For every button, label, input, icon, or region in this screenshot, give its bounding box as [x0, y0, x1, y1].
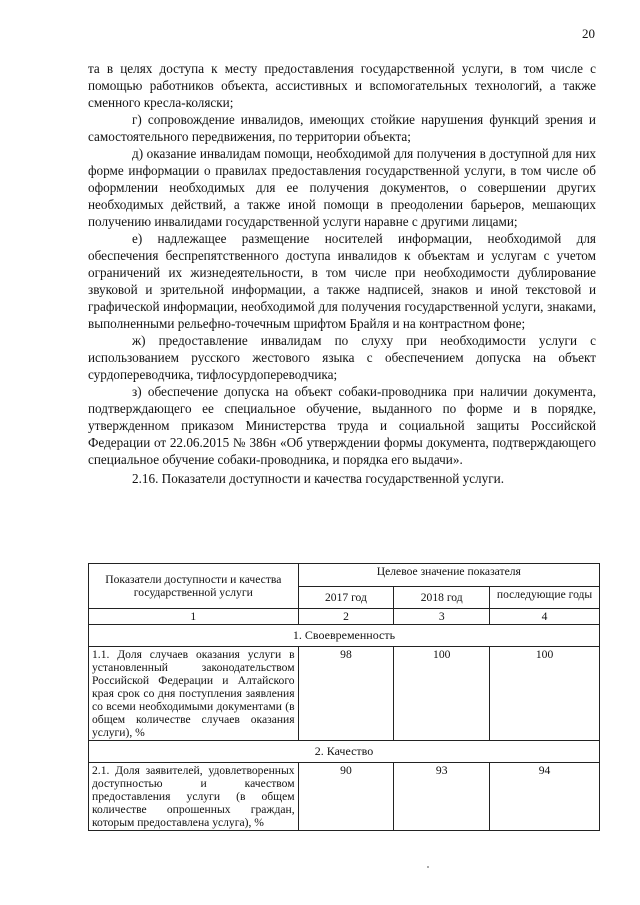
paragraph-z: з) обеспечение допуска на объект собаки-проводника при наличии документа, подтверждающего ее специальное обучение, выданного по форме и в порядке, утвержденном приказом Министерства труда и социальной защиты Российской Федерации от 22.06.2015 № 386н «Об утверждении формы документа, подтверждающего специальное обучение собаки-проводника, и порядка его выдачи».	[88, 384, 596, 467]
header-indicator: Показатели доступности и качества государственной услуги	[89, 564, 299, 609]
col-number: 2	[298, 609, 394, 625]
col-number: 4	[490, 609, 600, 625]
value-next-years: 100	[490, 647, 600, 741]
table-row	[89, 647, 600, 741]
col-number: 1	[89, 609, 299, 625]
indicator-label: 2.1. Доля заявителей, удовлетворенных доступностью и качеством предоставления услуги (в общем количестве опрошенных граждан, которым предоставлена услуга), %	[89, 763, 299, 831]
paragraph-zh: ж) предоставление инвалидам по слуху при необходимости услуги с использованием русского жестового языка с обеспечением допуска на объект сурдопереводчика, тифлосурдопереводчика;	[88, 333, 596, 382]
value-next-years: 94	[490, 763, 600, 831]
value-2017: 90	[298, 763, 394, 831]
table-numbering-row	[89, 609, 600, 625]
section-heading-2-16: 2.16. Показатели доступности и качества государственной услуги.	[132, 471, 504, 486]
indicator-label: 1.1. Доля случаев оказания услуги в установленный законодательством Российской Федерации и Алтайского края срок со дня поступления заявления со всеми необходимыми документами (в общем количестве случаев оказания услуги), %	[89, 647, 299, 741]
table-group-row	[89, 741, 600, 763]
table-row	[89, 763, 600, 831]
group-quality: 2. Качество	[89, 741, 600, 763]
scan-dot	[427, 866, 429, 868]
value-2017: 98	[298, 647, 394, 741]
col-number: 3	[394, 609, 490, 625]
indicators-table	[88, 563, 600, 831]
group-timeliness: 1. Своевременность	[89, 625, 600, 647]
value-2018: 93	[394, 763, 490, 831]
body-text	[88, 60, 596, 487]
paragraph-g: г) сопровождение инвалидов, имеющих стойкие нарушения функций зрения и самостоятельного передвижения, по территории объекта;	[88, 112, 596, 144]
table-group-row	[89, 625, 600, 647]
paragraph-e: е) надлежащее размещение носителей информации, необходимой для обеспечения беспрепятственного доступа инвалидов к объектам и услугам с учетом ограничений их жизнедеятельности, в том числе при необходимости дублирование звуковой и зрительной информации, а также надписей, знаков и иной текстовой и графической информации, необходимой для получения государственной услуги, знаками, выполненными рельефно-точечным шрифтом Брайля и на контрастном фоне;	[88, 231, 596, 331]
value-2018: 100	[394, 647, 490, 741]
page-number: 20	[582, 26, 595, 41]
paragraph-continuation: та в целях доступа к месту предоставления государственной услуги, в том числе с помощью работников объекта, ассистивных и вспомогательных технологий, а также сменного кресла-коляски;	[88, 61, 596, 110]
header-2018: 2018 год	[394, 586, 490, 609]
header-next-years: последующие годы	[490, 586, 600, 609]
table-header-row	[89, 564, 600, 587]
header-target: Целевое значение показателя	[298, 564, 599, 587]
header-2017: 2017 год	[298, 586, 394, 609]
paragraph-d: д) оказание инвалидам помощи, необходимой для получения в доступной для них форме информации о правилах предоставления государственной услуги, в том числе об оформлении необходимых для ее получения документов, о совершении других необходимых действий, а также иной помощи в преодолении барьеров, мешающих получению инвалидами государственной услуги наравне с другими лицами;	[88, 146, 596, 229]
